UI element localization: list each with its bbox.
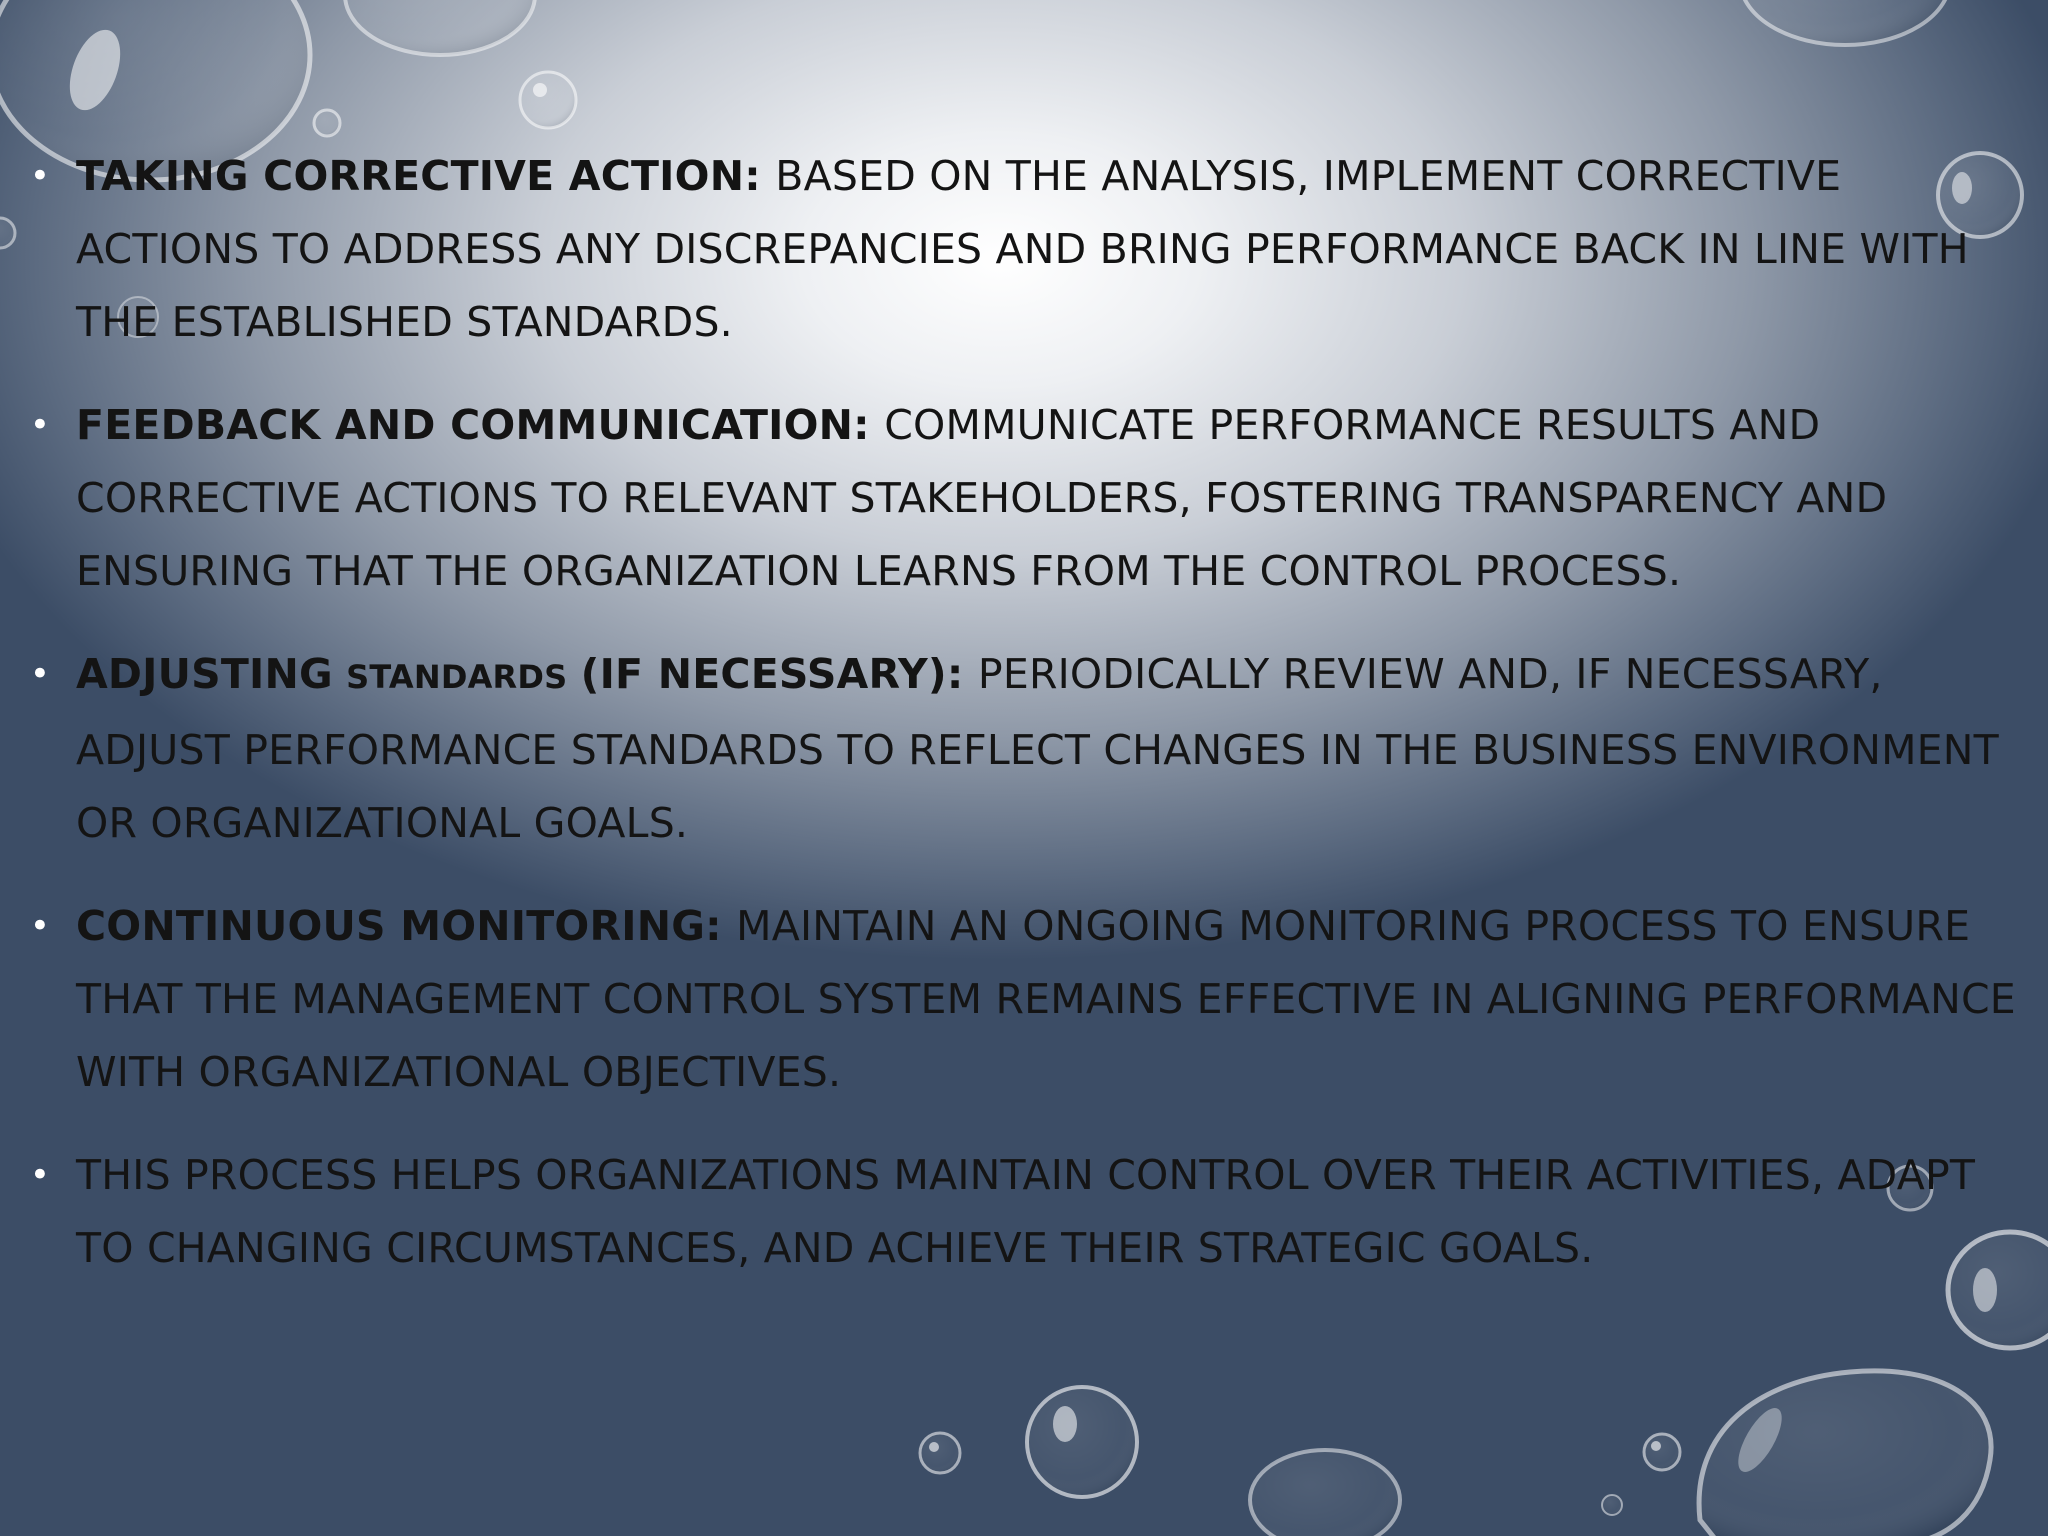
- bullet-heading: ADJUSTING: [76, 650, 333, 698]
- droplet-bottom-small-right: [1644, 1434, 1680, 1470]
- bullet-separator: :: [705, 902, 737, 950]
- droplet-bottom-center-small: [920, 1433, 960, 1473]
- droplet-top-tiny: [314, 110, 340, 136]
- bullet-marker: •: [29, 1155, 51, 1195]
- bullet-item-adjusting-standards: [28, 638, 2018, 860]
- bullet-item-feedback-communication: [28, 389, 2018, 608]
- droplet-bottom-tiny-right: [1602, 1495, 1622, 1515]
- bullet-heading-tail: (IF NECESSARY): [580, 650, 947, 698]
- droplet-top-small: [520, 72, 576, 128]
- bullet-heading-small: STANDARDS: [346, 658, 568, 696]
- bullet-marker: •: [29, 654, 51, 694]
- droplet-bottom-center-right: [1250, 1450, 1400, 1536]
- bullet-text: THIS PROCESS HELPS ORGANIZATIONS MAINTAIN CONTROL OVER THEIR ACTIVITIES, ADAPT TO CHANGING CIRCUMSTANCES, AND ACHIEVE THEIR STRATEGIC GOALS.: [76, 1151, 1976, 1272]
- bullet-marker: •: [29, 405, 51, 445]
- droplet-left-edge: [0, 218, 15, 248]
- bullet-separator: :: [853, 401, 885, 449]
- bullet-text: MAINTAIN AN ONGOING MONITORING PROCESS TO ENSURE THAT THE MANAGEMENT CONTROL SYSTEM REMAINS EFFECTIVE IN ALIGNING PERFORMANCE WITH ORGANIZATIONAL OBJECTIVES.: [76, 902, 2016, 1096]
- bullet-item-corrective-action: [28, 140, 2018, 359]
- bullet-heading: TAKING CORRECTIVE ACTION: [76, 152, 745, 200]
- bullet-marker: •: [29, 156, 51, 196]
- bullet-marker: •: [29, 906, 51, 946]
- droplet-top-right: [1740, 0, 1950, 45]
- bullet-item-continuous-monitoring: [28, 890, 2018, 1109]
- bullet-separator: :: [744, 152, 776, 200]
- bullet-text: COMMUNICATE PERFORMANCE RESULTS AND CORRECTIVE ACTIONS TO RELEVANT STAKEHOLDERS, FOSTERING TRANSPARENCY AND ENSURING THAT THE ORGANIZATION LEARNS FROM THE CONTROL PROCESS.: [76, 401, 1888, 595]
- droplet-top-left-medium: [345, 0, 535, 55]
- droplet-bottom-center: [1027, 1387, 1137, 1497]
- bullet-text: BASED ON THE ANALYSIS, IMPLEMENT CORRECTIVE ACTIONS TO ADDRESS ANY DISCREPANCIES AND BRING PERFORMANCE BACK IN LINE WITH THE ESTABLISHED STANDARDS.: [76, 152, 1969, 346]
- bullet-heading: FEEDBACK AND COMMUNICATION: [76, 401, 854, 449]
- bullet-separator: :: [946, 650, 978, 698]
- bullet-list: [28, 140, 2018, 1315]
- droplet-bottom-right-large: [1699, 1371, 1991, 1536]
- bullet-text: PERIODICALLY REVIEW AND, IF NECESSARY, ADJUST PERFORMANCE STANDARDS TO REFLECT CHANGES IN THE BUSINESS ENVIRONMENT OR ORGANIZATIONAL GOALS.: [76, 650, 1999, 847]
- bullet-heading: CONTINUOUS MONITORING: [76, 902, 706, 950]
- bullet-item-summary: [28, 1139, 2018, 1285]
